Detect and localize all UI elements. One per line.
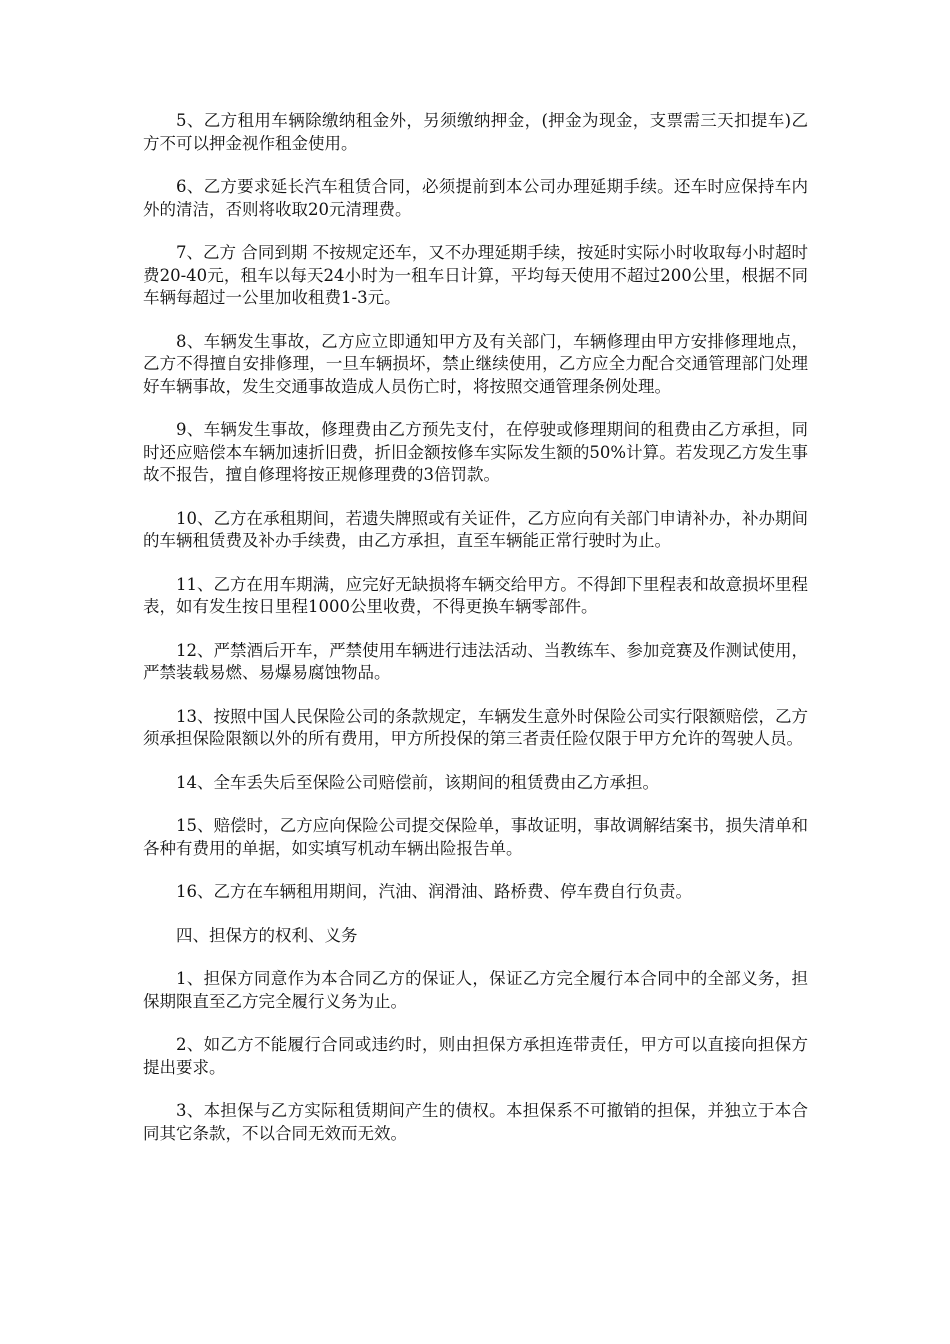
guarantor-clause-1: 1、担保方同意作为本合同乙方的保证人，保证乙方完全履行本合同中的全部义务，担保期限直至乙方完全履行义务为止。 xyxy=(143,969,808,1011)
clause-13: 13、按照中国人民保险公司的条款规定，车辆发生意外时保险公司实行限额赔偿，乙方须承担保险限额以外的所有费用，甲方所投保的第三者责任险仅限于甲方允许的驾驶人员。 xyxy=(143,706,808,748)
clause-5: 5、乙方租用车辆除缴纳租金外，另须缴纳押金，(押金为现金，支票需三天扣提车)乙方不可以押金视作租金使用。 xyxy=(143,111,808,153)
clause-8: 8、车辆发生事故，乙方应立即通知甲方及有关部门，车辆修理由甲方安排修理地点，乙方不得擅自安排修理，一旦车辆损坏，禁止继续使用，乙方应全力配合交通管理部门处理好车辆事故，发生交通事故造成人员伤亡时，将按照交通管理条例处理。 xyxy=(143,331,808,396)
document-body xyxy=(143,110,808,1166)
clause-14: 14、全车丢失后至保险公司赔偿前，该期间的租赁费由乙方承担。 xyxy=(176,772,659,792)
guarantor-clause-2: 2、如乙方不能履行合同或违约时，则由担保方承担连带责任，甲方可以直接向担保方提出要求。 xyxy=(143,1035,808,1077)
clause-10: 10、乙方在承租期间，若遗失牌照或有关证件，乙方应向有关部门申请补办，补办期间的车辆租赁费及补办手续费，由乙方承担，直至车辆能正常行驶时为止。 xyxy=(143,508,808,550)
clause-9: 9、车辆发生事故，修理费由乙方预先支付，在停驶或修理期间的租费由乙方承担，同时还应赔偿本车辆加速折旧费，折旧金额按修车实际发生额的50%计算。若发现乙方发生事故不报告，擅自修理将按正规修理费的3倍罚款。 xyxy=(143,420,808,484)
clause-16: 16、乙方在车辆租用期间，汽油、润滑油、路桥费、停车费自行负责。 xyxy=(176,882,692,901)
section-heading-guarantor: 四、担保方的权利、义务 xyxy=(176,925,358,945)
clause-12: 12、严禁酒后开车，严禁使用车辆进行违法活动、当教练车、参加竞赛及作测试使用，严禁装载易燃、易爆易腐蚀物品。 xyxy=(143,640,808,682)
clause-11: 11、乙方在用车期满，应完好无缺损将车辆交给甲方。不得卸下里程表和故意损坏里程表，如有发生按日里程1000公里收费，不得更换车辆零部件。 xyxy=(143,574,808,616)
clause-15: 15、赔偿时，乙方应向保险公司提交保险单，事故证明，事故调解结案书，损失清单和各种有费用的单据，如实填写机动车辆出险报告单。 xyxy=(143,816,808,858)
clause-7: 7、乙方 合同到期 不按规定还车，又不办理延期手续，按延时实际小时收取每小时超时费20-40元，租车以每天24小时为一租车日计算，平均每天使用不超过200公里，根据不同车辆每超过一公里加收租费1-3元。 xyxy=(143,243,808,307)
clause-6: 6、乙方要求延长汽车租赁合同，必须提前到本公司办理延期手续。还车时应保持车内外的清洁，否则将收取20元清理费。 xyxy=(143,177,808,219)
guarantor-clause-3: 3、本担保与乙方实际租赁期间产生的债权。本担保系不可撤销的担保，并独立于本合同其它条款，不以合同无效而无效。 xyxy=(143,1101,808,1143)
